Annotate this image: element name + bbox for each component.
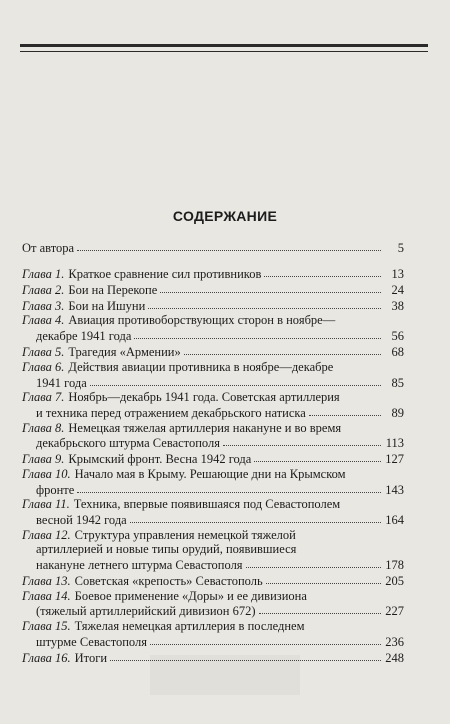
- toc-page-number: 205: [385, 573, 404, 588]
- chapter-title: Трагедия «Армении»: [68, 345, 181, 360]
- toc-line: [22, 512, 404, 528]
- chapter-title: Советская «крепость» Севастополь: [74, 573, 263, 588]
- leader-dots: [160, 281, 381, 293]
- toc-line: [22, 497, 404, 512]
- leader-dots: [148, 297, 381, 309]
- chapter-label: Глава 9.: [22, 452, 65, 467]
- toc-entry: [22, 451, 404, 467]
- chapter-label: Глава 13.: [22, 573, 71, 588]
- chapter-title: Тяжелая немецкая артиллерия в последнем: [74, 619, 305, 633]
- toc-line: [22, 360, 404, 375]
- toc-line: [22, 467, 404, 482]
- header-rule-thick: [20, 44, 428, 47]
- toc-page-number: 113: [385, 436, 404, 451]
- toc-entry: [22, 497, 404, 527]
- toc-page-number: 164: [385, 513, 404, 528]
- toc-line: [22, 589, 404, 604]
- chapter-title: артиллерией и новые типы орудий, появившиеся: [36, 542, 297, 557]
- chapter-label: Глава 4.: [22, 313, 65, 328]
- chapter-title: накануне летнего штурма Севастополя: [36, 558, 243, 573]
- chapter-label: Глава 3.: [22, 298, 65, 313]
- table-of-contents: [22, 240, 404, 665]
- toc-line: [22, 313, 404, 328]
- toc-line: [22, 435, 404, 451]
- chapter-title: Немецкая тяжелая артиллерия накануне и во время: [68, 420, 342, 435]
- toc-line: [22, 634, 404, 650]
- toc-line: [22, 390, 404, 405]
- toc-page-number: 38: [391, 298, 404, 313]
- toc-entry: [22, 421, 404, 451]
- chapter-title: Бои на Ишуни: [68, 298, 146, 313]
- chapter-label: Глава 2.: [22, 282, 65, 297]
- toc-line: [22, 374, 404, 390]
- chapter-label: Глава 7.: [22, 390, 65, 405]
- toc-line: [22, 528, 404, 543]
- chapter-label: Глава 5.: [22, 345, 65, 360]
- chapter-title: 1941 года: [36, 375, 87, 390]
- chapter-label: Глава 10.: [22, 466, 71, 481]
- chapter-title: Начало мая в Крыму. Решающие дни на Крымском: [74, 466, 346, 481]
- leader-dots: [90, 373, 381, 385]
- page-smudge: [150, 655, 300, 695]
- toc-line: [22, 405, 404, 421]
- chapter-label: Глава 8.: [22, 420, 65, 435]
- toc-entry: [22, 313, 404, 343]
- toc-page-number: 248: [385, 650, 404, 665]
- chapter-label: Глава 15.: [22, 619, 71, 633]
- toc-page-number: 5: [397, 241, 404, 256]
- toc-entry: [22, 589, 404, 619]
- toc-entry: [22, 573, 404, 589]
- chapter-label: Глава 12.: [22, 527, 71, 542]
- toc-line: [22, 573, 404, 589]
- chapter-title: Бои на Перекопе: [68, 282, 158, 297]
- chapter-title: и техника перед отражением декабрьского натиска: [36, 405, 306, 420]
- toc-entry-title: От автора: [22, 241, 75, 256]
- chapter-title: Краткое сравнение сил противников: [68, 267, 262, 282]
- leader-dots: [266, 572, 381, 584]
- chapter-title: декабрьского штурма Севастополя: [36, 436, 220, 451]
- chapter-title: фронте: [36, 482, 75, 497]
- toc-line: [22, 328, 404, 344]
- toc-entry: [22, 266, 404, 282]
- chapter-title: весной 1942 года: [36, 513, 127, 528]
- leader-dots: [246, 556, 381, 568]
- leader-dots: [254, 450, 381, 462]
- chapter-title: Авиация противоборствующих сторон в ноябре—: [68, 313, 336, 328]
- toc-line: [22, 266, 404, 282]
- toc-line: [22, 421, 404, 436]
- toc-page-number: 85: [391, 375, 404, 390]
- toc-line: [22, 603, 404, 619]
- toc-entry: [22, 528, 404, 573]
- toc-line: [22, 542, 404, 557]
- toc-entry-intro: [22, 240, 404, 256]
- toc-page-number: 127: [385, 452, 404, 467]
- chapter-label: Глава 6.: [22, 359, 65, 374]
- toc-line: [22, 481, 404, 497]
- chapter-title: Крымский фронт. Весна 1942 года: [68, 452, 252, 467]
- toc-page-number: 178: [385, 558, 404, 573]
- toc-line: [22, 451, 404, 467]
- leader-dots: [77, 239, 381, 251]
- toc-entry: [22, 344, 404, 360]
- toc-page-number: 68: [391, 345, 404, 360]
- chapter-title: (тяжелый артиллерийский дивизион 672): [36, 604, 256, 619]
- toc-line: [22, 344, 404, 360]
- chapter-title: Ноябрь—декабрь 1941 года. Советская артиллерия: [68, 390, 340, 405]
- toc-page-number: 227: [385, 604, 404, 619]
- leader-dots: [77, 480, 381, 492]
- chapter-label: Глава 14.: [22, 588, 71, 603]
- chapter-title: Итоги: [74, 650, 108, 665]
- toc-entry: [22, 467, 404, 497]
- leader-dots: [259, 602, 382, 614]
- chapter-list: [22, 266, 404, 665]
- toc-line: [22, 298, 404, 314]
- toc-page-number: 143: [385, 482, 404, 497]
- chapter-title: Техника, впервые появившаяся под Севастополем: [73, 497, 341, 512]
- chapter-title: Боевое применение «Доры» и ее дивизиона: [74, 588, 307, 603]
- leader-dots: [130, 511, 381, 523]
- leader-dots: [223, 434, 381, 446]
- leader-dots: [184, 343, 381, 355]
- toc-line: [22, 619, 404, 634]
- chapter-label: Глава 16.: [22, 650, 71, 665]
- chapter-title: декабре 1941 года: [36, 329, 132, 344]
- toc-page-number: 236: [385, 634, 404, 649]
- leader-dots: [134, 327, 381, 339]
- toc-line: [22, 240, 404, 256]
- toc-entry: [22, 619, 404, 649]
- toc-entry: [22, 298, 404, 314]
- contents-heading: СОДЕРЖАНИЕ: [172, 208, 278, 224]
- toc-page-number: 89: [391, 405, 404, 420]
- chapter-title: Структура управления немецкой тяжелой: [74, 527, 296, 542]
- toc-entry: [22, 390, 404, 420]
- leader-dots: [150, 633, 381, 645]
- toc-page-number: 13: [391, 267, 404, 282]
- chapter-label: Глава 1.: [22, 267, 65, 282]
- chapter-title: штурме Севастополя: [36, 634, 147, 649]
- toc-page-number: 24: [391, 282, 404, 297]
- toc-line: [22, 282, 404, 298]
- toc-entry: [22, 360, 404, 390]
- toc-page-number: 56: [391, 329, 404, 344]
- chapter-label: Глава 11.: [22, 497, 70, 512]
- leader-dots: [309, 404, 381, 416]
- chapter-title: Действия авиации противника в ноябре—декабре: [68, 359, 334, 374]
- toc-entry: [22, 282, 404, 298]
- leader-dots: [264, 265, 381, 277]
- header-rule-thin: [20, 51, 428, 52]
- toc-line: [22, 557, 404, 573]
